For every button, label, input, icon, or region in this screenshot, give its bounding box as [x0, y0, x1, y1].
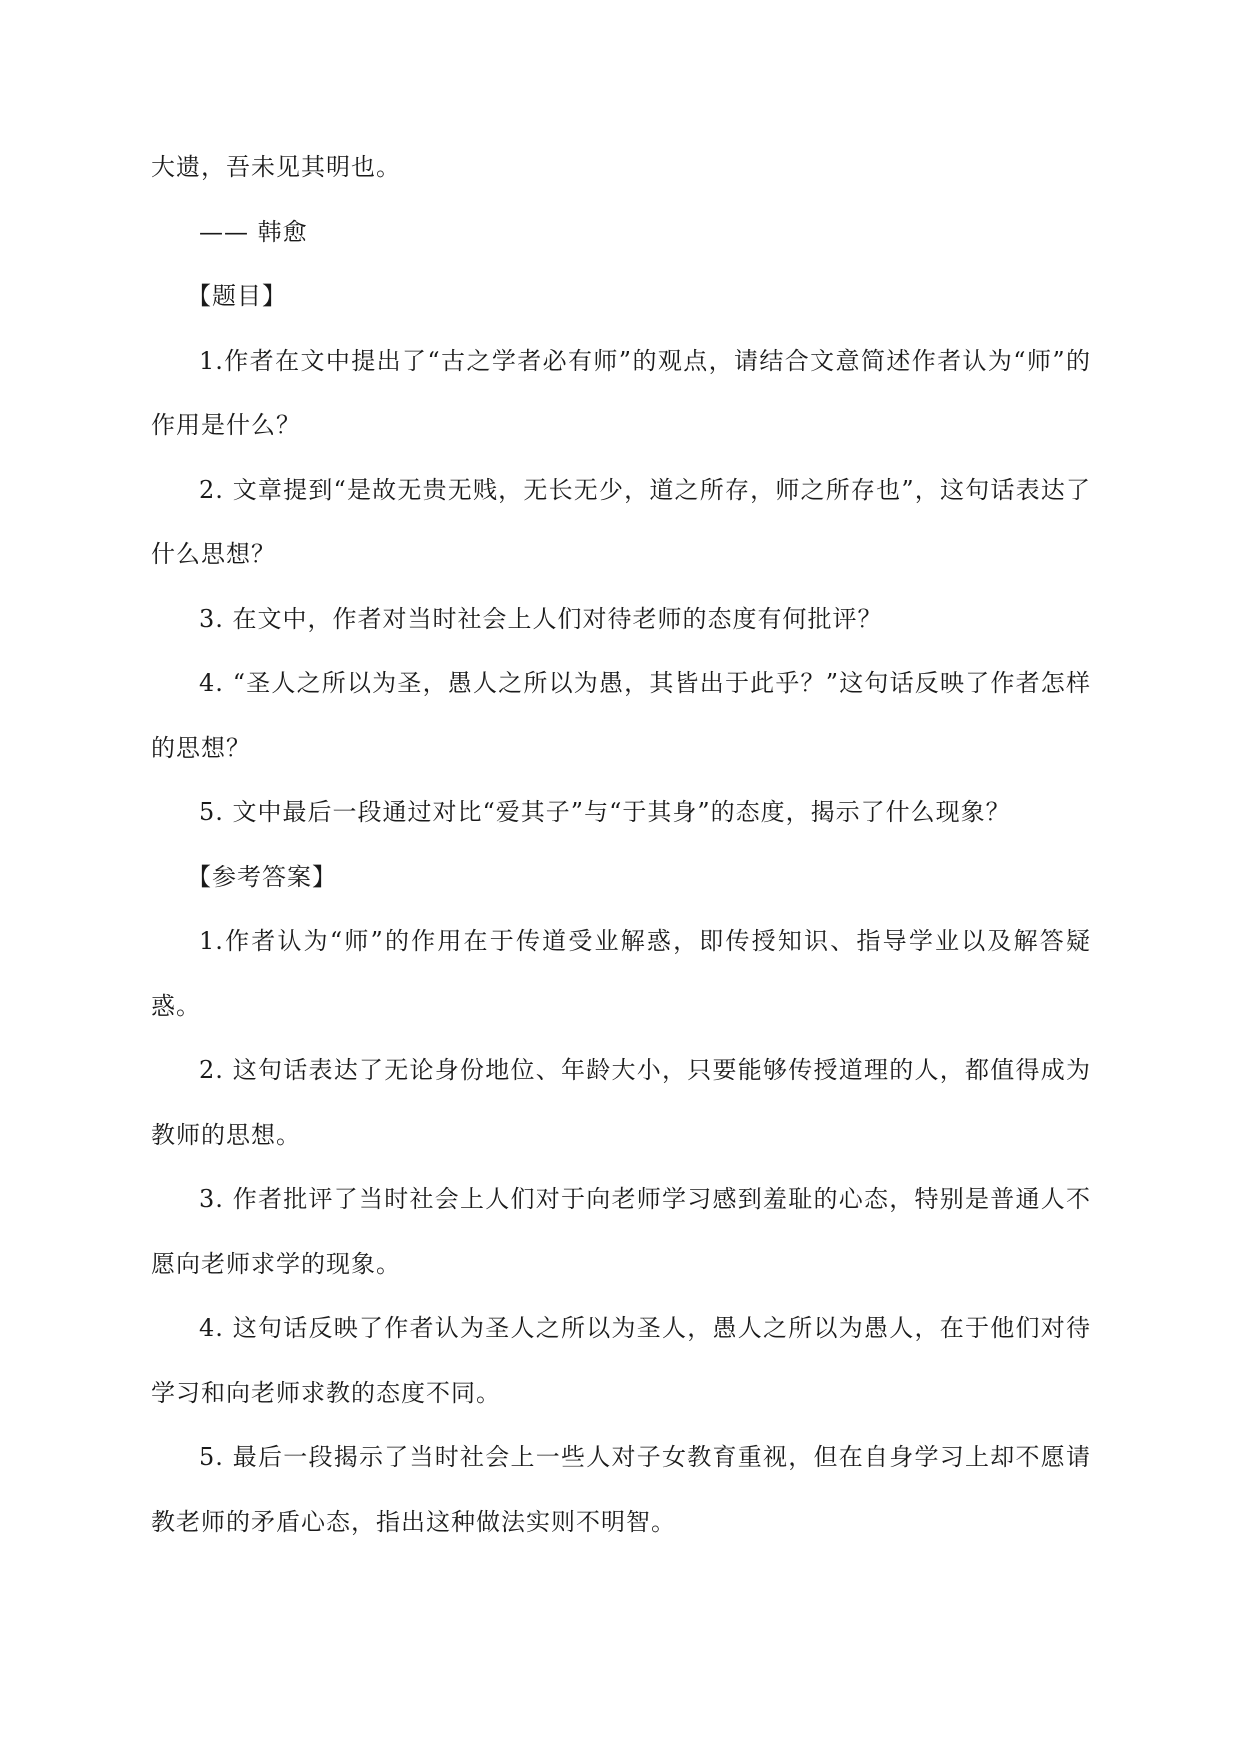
- answer-item: 5. 最后一段揭示了当时社会上一些人对子女教育重视，但在自身学习上却不愿请教老师的矛盾心态，指出这种做法实则不明智。: [151, 1443, 1091, 1536]
- question-item: 3. 在文中，作者对当时社会上人们对待老师的态度有何批评？: [199, 604, 883, 633]
- question-item: 5. 文中最后一段通过对比“爱其子”与“于其身”的态度，揭示了什么现象？: [199, 798, 1011, 826]
- document-body: [151, 135, 1091, 1554]
- questions-heading: 【题目】: [187, 282, 287, 310]
- question-item: 2. 文章提到“是故无贵无贱，无长无少，道之所存，师之所存也”，这句话表达了什么思想？: [151, 475, 1091, 568]
- answer-item: 4. 这句话反映了作者认为圣人之所以为圣人，愚人之所以为愚人，在于他们对待学习和向老师求教的态度不同。: [151, 1314, 1091, 1407]
- question-item: 4. “圣人之所以为圣，愚人之所以为愚，其皆出于此乎？”这句话反映了作者怎样的思想？: [151, 669, 1091, 762]
- answer-item: 2. 这句话表达了无论身份地位、年龄大小，只要能够传授道理的人，都值得成为教师的思想。: [151, 1056, 1091, 1149]
- answer-item: 1.作者认为“师”的作用在于传道受业解惑，即传授知识、指导学业以及解答疑惑。: [151, 927, 1091, 1020]
- text-continuation: 大遗，吾未见其明也。: [151, 153, 401, 181]
- author-attribution: —— 韩愈: [199, 217, 308, 246]
- answers-heading: 【参考答案】: [187, 862, 337, 891]
- question-item: 1.作者在文中提出了“古之学者必有师”的观点，请结合文意简述作者认为“师”的作用是什么？: [151, 346, 1091, 439]
- answer-item: 3. 作者批评了当时社会上人们对于向老师学习感到羞耻的心态，特别是普通人不愿向老师求学的现象。: [151, 1185, 1091, 1278]
